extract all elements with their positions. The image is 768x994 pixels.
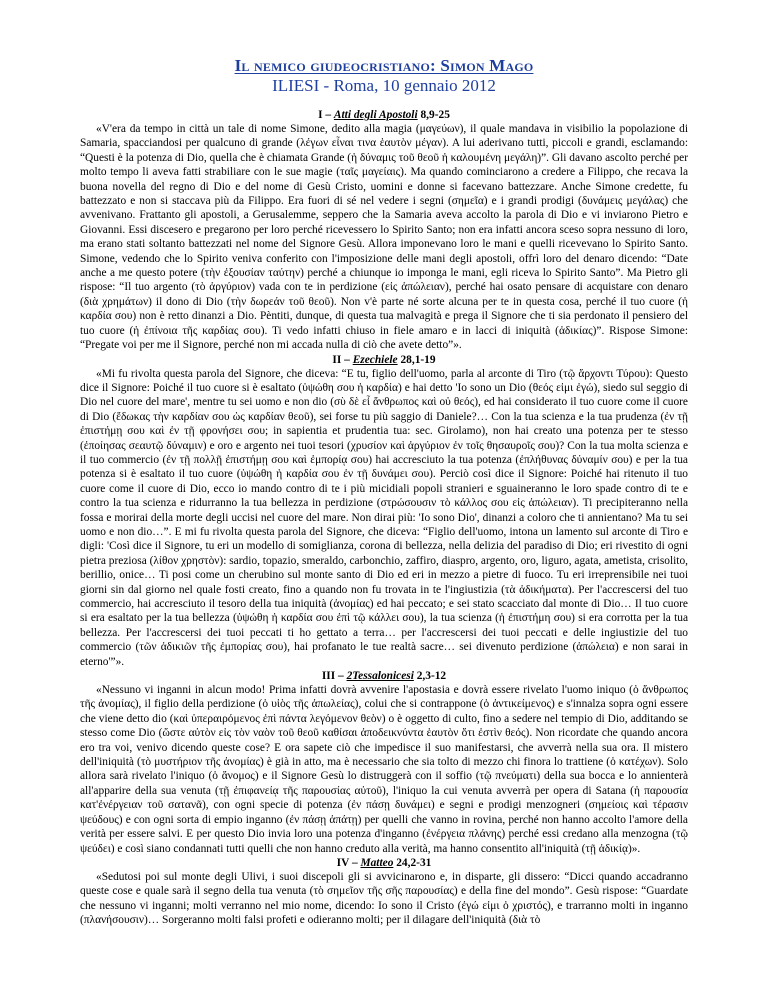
section-heading — [80, 856, 688, 870]
section-heading — [80, 353, 688, 367]
section-text: «Nessuno vi inganni in alcun modo! Prima infatti dovrà avvenire l'apostasia e dovrà essere rivelato l'uomo iniquo (ὁ ἄνθρωπος τῆς ἀνομίας), il figlio della perdizione (ὁ υἱὸς τῆς ἀπωλείας), colui che si contrappone (ὁ ἀντικείμενος) e s'innalza sopra ogni essere che viene detto dio (καὶ ὑπεραιρόμενος ἐπὶ πάντα λεγόμενον θεὸν) o è oggetto di culto, fino a sedere nel tempio di Dio, additando se stesso come Dio (ὥστε αὐτὸν εἰς τὸν ναὸν τοῦ θεοῦ καθίσαι ἀποδεικνύντα ἑαυτὸν ὅτι ἐστὶν θεός). Non ricordate che quando ancora ero tra voi, venivo dicendo queste cose? E ora sapete ciò che impedisce il suo manifestarsi, che avverrà nella sua ora. Il mistero dell'iniquità (τὸ μυστήριον τῆς ἀνομίας) è già in atto, ma è necessario che sia tolto di mezzo chi finora lo trattiene (ὁ κατέχων). Solo allora sarà rivelato l'iniquo (ὁ ἄνομος) e il Signore Gesù lo distruggerà con il soffio (τῷ πνεύματι) della sua bocca e lo annienterà all'apparire della sua venuta (τῇ ἐπιφανείᾳ τῆς παρουσίας αὐτοῦ), l'iniquo la cui venuta avverrà per opera di Satana (ἡ παρουσία κατ'ἐνέργειαν τοῦ σατανᾶ), con ogni specie di potenza (ἐν πάσῃ δυνάμει) e segni e prodigi menzogneri (σημείοις καὶ τέρασιν ψεύδους) e con ogni sorta di empio inganno (ἐν πάσῃ ἀπάτῃ) per quelli che vanno in rovina, perché non hanno accolto l'amore della verità per essere salvi. E per questo Dio invia loro una potenza d'inganno (ἐνέργεια πλάνης) perché essi credano alla menzogna (τῷ ψεύδει) e così siano condannati tutti quelli che non hanno creduto alla verità, ma hanno consentito all'iniquità (τῇ ἀδικίᾳ)». — [80, 684, 688, 855]
section-reference: 28,1-19 — [397, 353, 436, 366]
section-text: «V'era da tempo in città un tale di nome Simone, dedito alla magia (μαγεύων), il quale mandava in visibilio la popolazione di Samaria, spacciandosi per qualcuno di grande (λέγων εἶναι τινα ἑαυτὸν μέγαν). A lui aderivano tutti, piccoli e grandi, esclamando: “Questi è la potenza di Dio, quella che è chiamata Grande (ἡ δύναμις τοῦ θεοῦ ἡ καλουμένη μεγάλη)”. Gli davano ascolto perché per molto tempo li aveva fatti strabiliare con le sue magie (ταῖς μαγείαις). Ma quando cominciarono a credere a Filippo, che recava la buona novella del regno di Dio e del nome di Gesù Cristo, uomini e donne si facevano battezzare. Anche Simone credette, fu battezzato e non si staccava più da Filippo. Era fuori di sé nel vedere i segni (σημεῖα) e i grandi prodigi (δυνάμεις μεγάλας) che avvenivano. Frattanto gli apostoli, a Gerusalemme, seppero che la Samaria aveva accolto la parola di Dio e vi inviarono Pietro e Giovanni. Essi discesero e pregarono per loro perché ricevessero lo Spirito Santo; non era infatti ancora sceso sopra nessuno di loro, ma erano stati soltanto battezzati nel nome del Signore Gesù. Allora imponevano loro le mani e quelli ricevevano lo Spirito Santo. Simone, vedendo che lo Spirito veniva conferito con l'imposizione delle mani degli apostoli, offrì loro del denaro dicendo: “Date anche a me questo potere (τὴν ἐξουσίαν ταύτην) perché a chiunque io imponga le mani, egli riceva lo Spirito Santo”. Ma Pietro gli rispose: “Il tuo argento (τὸ ἀργύριον) vada con te in perdizione (εἰς ἀπώλειαν), perché hai osato pensare di acquistare con denaro (διὰ χρημάτων) il dono di Dio (τὴν δωρεάν τοῦ θεοῦ). Non v'è parte né sorte alcuna per te in questa cosa, perché il tuo cuore (ἡ καρδία σου) non è retto dinanzi a Dio. Pèntiti, dunque, di questa tua malvagità e prega il Signore che ti sia perdonato il pensiero del tuo cuore (ἡ ἐπίνοια τῆς καρδίας σου). Ti vedo infatti chiuso in fiele amaro e in lacci di iniquità (ἀδικίας)”. Rispose Simone: “Pregate voi per me il Signore, perché non mi accada nulla di ciò che avete detto”». — [80, 123, 688, 352]
section-number: II – — [332, 353, 353, 366]
section-source: Atti degli Apostoli — [333, 109, 418, 121]
section-text: «Mi fu rivolta questa parola del Signore, che diceva: “E tu, figlio dell'uomo, parla al arconte di Tiro (τῷ ἄρχοντι Τύρου): Questo dice il Signore: Poiché il tuo cuore si è esaltato (ὑψώθη σου ἡ καρδία) e hai detto 'Io sono un Dio (θεός εἰμι ἐγώ), siedo sul seggio di Dio nel cuore del mare', mentre tu sei uomo e non dio (σὺ δὲ εἶ ἄνθρωπος καὶ οὐ θεός), ed hai considerato il tuo cuore come il cuore di Dio (ἔδωκας τὴν καρδίαν σου ὡς καρδίαν θεοῦ), sei forse tu più saggio di Daniele?… Con la tua scienza e la tua prudenza (ἐν τῇ ἐπιστήμῃ σου καὶ ἐν τῇ φρονήσει σου; in sapientia et prudentia tua: sec. Girolamo), non hai creato una potenza per te stesso (ἐποίησας σεαυτῷ δύναμιν) e oro e argento nei tuoi tesori (χρυσίον καὶ ἀργύριον ἐν τοῖς θησαυροῖς σου)? Con la tua molta scienza e il tuo commercio (ἐν τῇ πολλῇ ἐπιστήμῃ σου καὶ ἐμπορίᾳ σου) hai accresciuto la tua potenza (ἐπλήθυνας δύναμίν σου) e per la tua potenza si è esaltato il tuo cuore (ὑψώθη ἡ καρδία σου ἐν τῇ δυνάμει σου). Perciò così dice il Signore: Poiché hai ritenuto il tuo cuore come il cuore di Dio, ecco io mando contro di te i più micidiali popoli stranieri e sguaineranno le loro spade contro di te e contro la tua scienza e ridurranno la tua bellezza in perdizione (στρώσουσιν τὸ κάλλος σου εἰς ἀπώλειαν). Ti precipiteranno nella fossa e morirai della morte degli uccisi nel cuore del mare. Non dirai più: 'Io sono Dio', dinanzi a coloro che ti annientano? Ma tu sei uomo e non dio…”. E mi fu rivolta questa parola del Signore, che diceva: “Figlio dell'uomo, intona un lamento sul arconte di Tiro e digli: 'Così dice il Signore, tu eri un modello di somiglianza, corona di bellezza, nella delizia del paradiso di Dio; eri rivestito di ogni pietra preziosa (λίθον χρηστὸν): sardio, topazio, smeraldo, carbonchio, zaffiro, diaspro, argento, oro, liguro, agata, ametista, crisolito, berillio, onice… Ti posi come un cherubino sul monte santo di Dio ed eri in mezzo a pietre di fuoco. Tu eri irreprensibile nei tuoi giorni sin dal giorno nel quale fosti creato, fino a quando non fu trovata in te l'ingiustizia (τὰ ἀδικήματα). Per l'accrescersi del tuo commercio, hai accresciuto il tesoro della tua iniquità (ἀνομίας) ed hai peccato; e sei stato scacciato dal monte di Dio… Il tuo cuore si era esaltato per la tua bellezza (ὑψώθη ἡ καρδία σου ἐπὶ τῷ κάλλει σου), la tua scienza (ἡ ἐπιστήμη σου) si era corrotta per la tua bellezza. Per l'accrescersi dei tuoi peccati ti ho gettato a terra… per l'accrescersi dei tuoi peccati e delle ingiustizie del tuo commercio (τῶν ἀδικιῶν τῆς ἐμπορίας σου), hai profanato le tue realtà sacre… sei divenuto perdizione (ἀπώλεια) e non sarai in eterno'”». — [80, 367, 688, 668]
section-heading — [80, 108, 688, 122]
section-number: III – — [321, 670, 347, 683]
section-reference: 2,3-12 — [413, 670, 447, 683]
document-title — [80, 56, 688, 76]
section-3 — [80, 669, 688, 856]
document-subtitle: ILIESI - Roma, 10 gennaio 2012 — [272, 76, 496, 95]
section-source: Matteo — [360, 856, 394, 869]
section-4 — [80, 856, 688, 928]
section-reference: 24,2-31 — [393, 856, 432, 869]
section-1 — [80, 108, 688, 353]
section-reference: 8,9-25 — [417, 109, 450, 121]
section-text: «Sedutosi poi sul monte degli Ulivi, i suoi discepoli gli si avvicinarono e, in disparte, gli dissero: “Dicci quando accadranno queste cose e quale sarà il segno della tua venuta (τὸ σημεῖον τῆς σῆς παρουσίας) e della fine del mondo”. Gesù rispose: “Guardate che nessuno vi inganni; molti verranno nel mio nome, dicendo: Io sono il Cristo (ἐγώ εἰμι ὁ χριστός), e trarranno molti in inganno (πλανήσουσιν)… Sorgeranno molti falsi profeti e odieranno molti; per il dilagare dell'iniquità (διὰ τὸ — [80, 870, 688, 927]
section-source: 2Tessalonicesi — [346, 670, 414, 683]
section-source: Ezechiele — [352, 353, 398, 366]
section-heading — [80, 669, 688, 683]
title-text: Il nemico giudeocristiano: Simon Mago — [234, 56, 534, 75]
section-number: I – — [318, 109, 334, 121]
section-2 — [80, 353, 688, 670]
section-number: IV – — [336, 856, 361, 869]
